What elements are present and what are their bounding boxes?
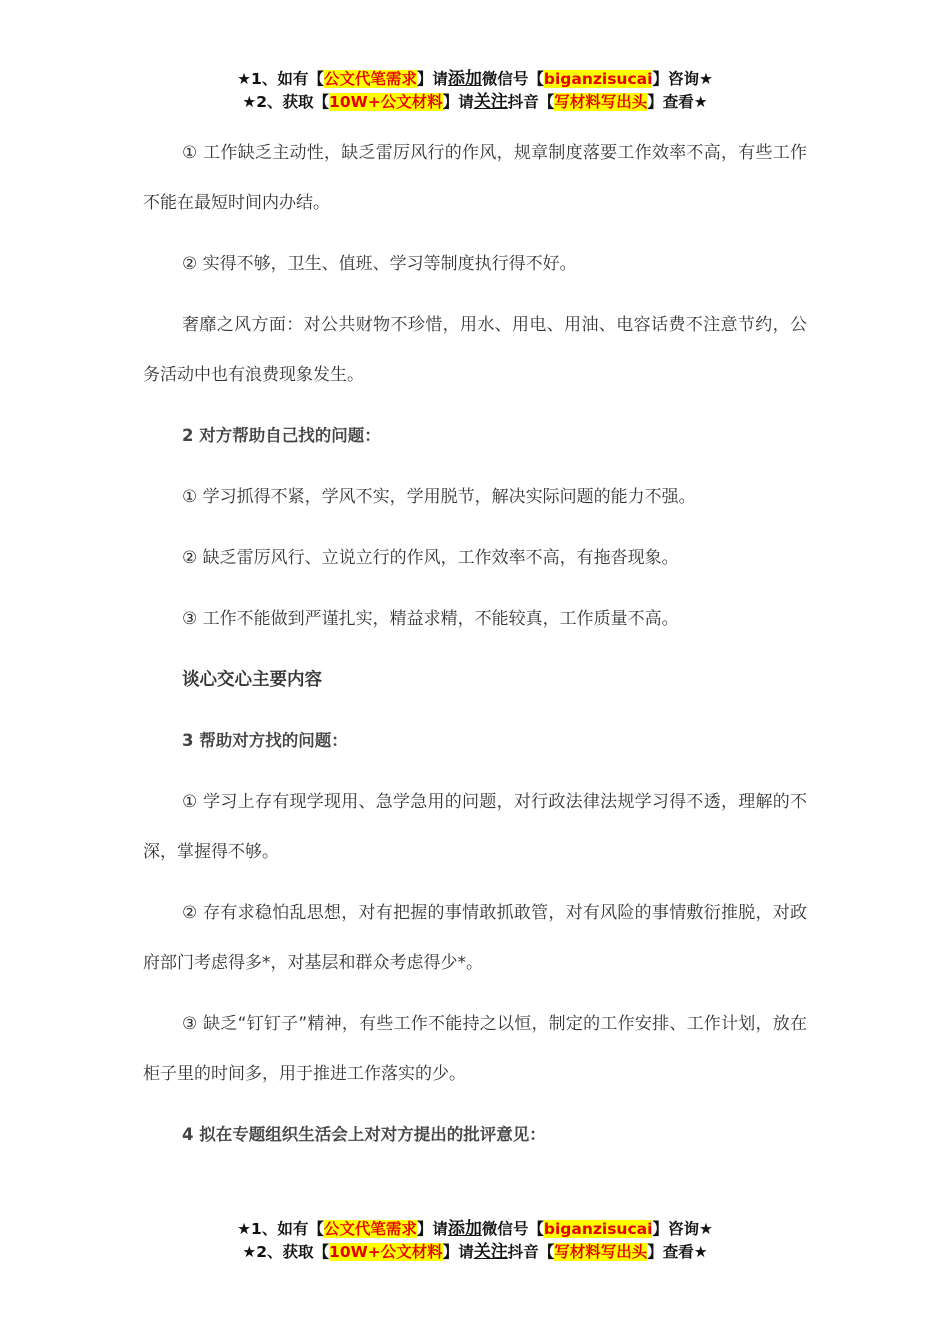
paragraph-item: ③ 工作不能做到严谨扎实，精益求精，不能较真，工作质量不高。: [182, 609, 679, 629]
banner-line-2-suffix: 】查看★: [647, 1243, 708, 1261]
paragraph-item: ① 工作缺乏主动性，缺乏雷厉风行的作风，规章制度落要工作效率不高，有些工作不能在最短时间内办结。: [143, 143, 807, 213]
header-banner: [0, 68, 950, 114]
banner-line-1-mid1: 】请: [416, 70, 448, 88]
banner-line-1-mid2: 微信号【: [481, 70, 544, 88]
section-heading: 3 帮助对方找的问题：: [182, 731, 348, 750]
paragraph-item: ③ 缺乏“钉钉子”精神，有些工作不能持之以恒，制定的工作安排、工作计划，放在柜子里的时间多，用于推进工作落实的少。: [143, 1014, 807, 1084]
banner-line-1-suffix: 】咨询★: [652, 70, 713, 88]
section-heading: 4 拟在专题组织生活会上对对方提出的批评意见：: [182, 1125, 546, 1144]
paragraph-item: 奢靡之风方面：对公共财物不珍惜，用水、用电、用油、电容话费不注意节约，公务活动中也有浪费现象发生。: [143, 315, 807, 385]
banner-highlight-douyin[interactable]: 写材料写出头: [554, 93, 648, 111]
paragraph-item: ① 学习抓得不紧，学风不实，学用脱节，解决实际问题的能力不强。: [182, 487, 696, 507]
banner-highlight-materials: 10W+公文材料: [329, 93, 443, 111]
section-title: 谈心交心主要内容: [182, 670, 322, 690]
section-heading: 2 对方帮助自己找的问题：: [182, 426, 381, 445]
banner-highlight-wechat-id[interactable]: biganzisucai: [543, 70, 653, 88]
paragraph-item: ② 缺乏雷厉风行、立说立行的作风，工作效率不高，有拖沓现象。: [182, 548, 679, 568]
banner-line-1-mid1: 】请: [416, 1220, 448, 1238]
banner-line-2-mid2: 抖音【: [507, 1243, 555, 1261]
banner-line-1-suffix: 】咨询★: [652, 1220, 713, 1238]
banner-line-2-mid1: 】请: [442, 1243, 474, 1261]
banner-line-1-mid2: 微信号【: [481, 1220, 544, 1238]
banner-line-2-prefix: ★2、获取【: [242, 93, 330, 111]
banner-underline-add: 添加: [447, 69, 482, 89]
banner-highlight-materials: 10W+公文材料: [329, 1243, 443, 1261]
banner-highlight-douyin[interactable]: 写材料写出头: [554, 1243, 648, 1261]
banner-underline-follow: 关注: [473, 1242, 508, 1262]
banner-line-2: [0, 1241, 950, 1264]
banner-line-1-prefix: ★1、如有【: [237, 1220, 324, 1238]
banner-line-1: [0, 1218, 950, 1241]
banner-highlight-service: 公文代笔需求: [323, 70, 417, 88]
banner-line-2-prefix: ★2、获取【: [242, 1243, 330, 1261]
paragraph-item: ② 实得不够，卫生、值班、学习等制度执行得不好。: [182, 254, 577, 274]
banner-underline-add: 添加: [447, 1219, 482, 1239]
document-body: [143, 128, 807, 1171]
paragraph-item: ① 学习上存有现学现用、急学急用的问题，对行政法律法规学习得不透，理解的不深，掌握得不够。: [143, 792, 807, 862]
banner-highlight-service: 公文代笔需求: [323, 1220, 417, 1238]
footer-banner: [0, 1218, 950, 1264]
banner-underline-follow: 关注: [473, 92, 508, 112]
banner-line-2: [0, 91, 950, 114]
banner-line-2-suffix: 】查看★: [647, 93, 708, 111]
paragraph-item: ② 存有求稳怕乱思想，对有把握的事情敢抓敢管，对有风险的事情敷衍推脱，对政府部门考虑得多*，对基层和群众考虑得少*。: [143, 903, 807, 973]
banner-line-2-mid2: 抖音【: [507, 93, 555, 111]
banner-line-2-mid1: 】请: [442, 93, 474, 111]
banner-line-1: [0, 68, 950, 91]
banner-highlight-wechat-id[interactable]: biganzisucai: [543, 1220, 653, 1238]
banner-line-1-prefix: ★1、如有【: [237, 70, 324, 88]
